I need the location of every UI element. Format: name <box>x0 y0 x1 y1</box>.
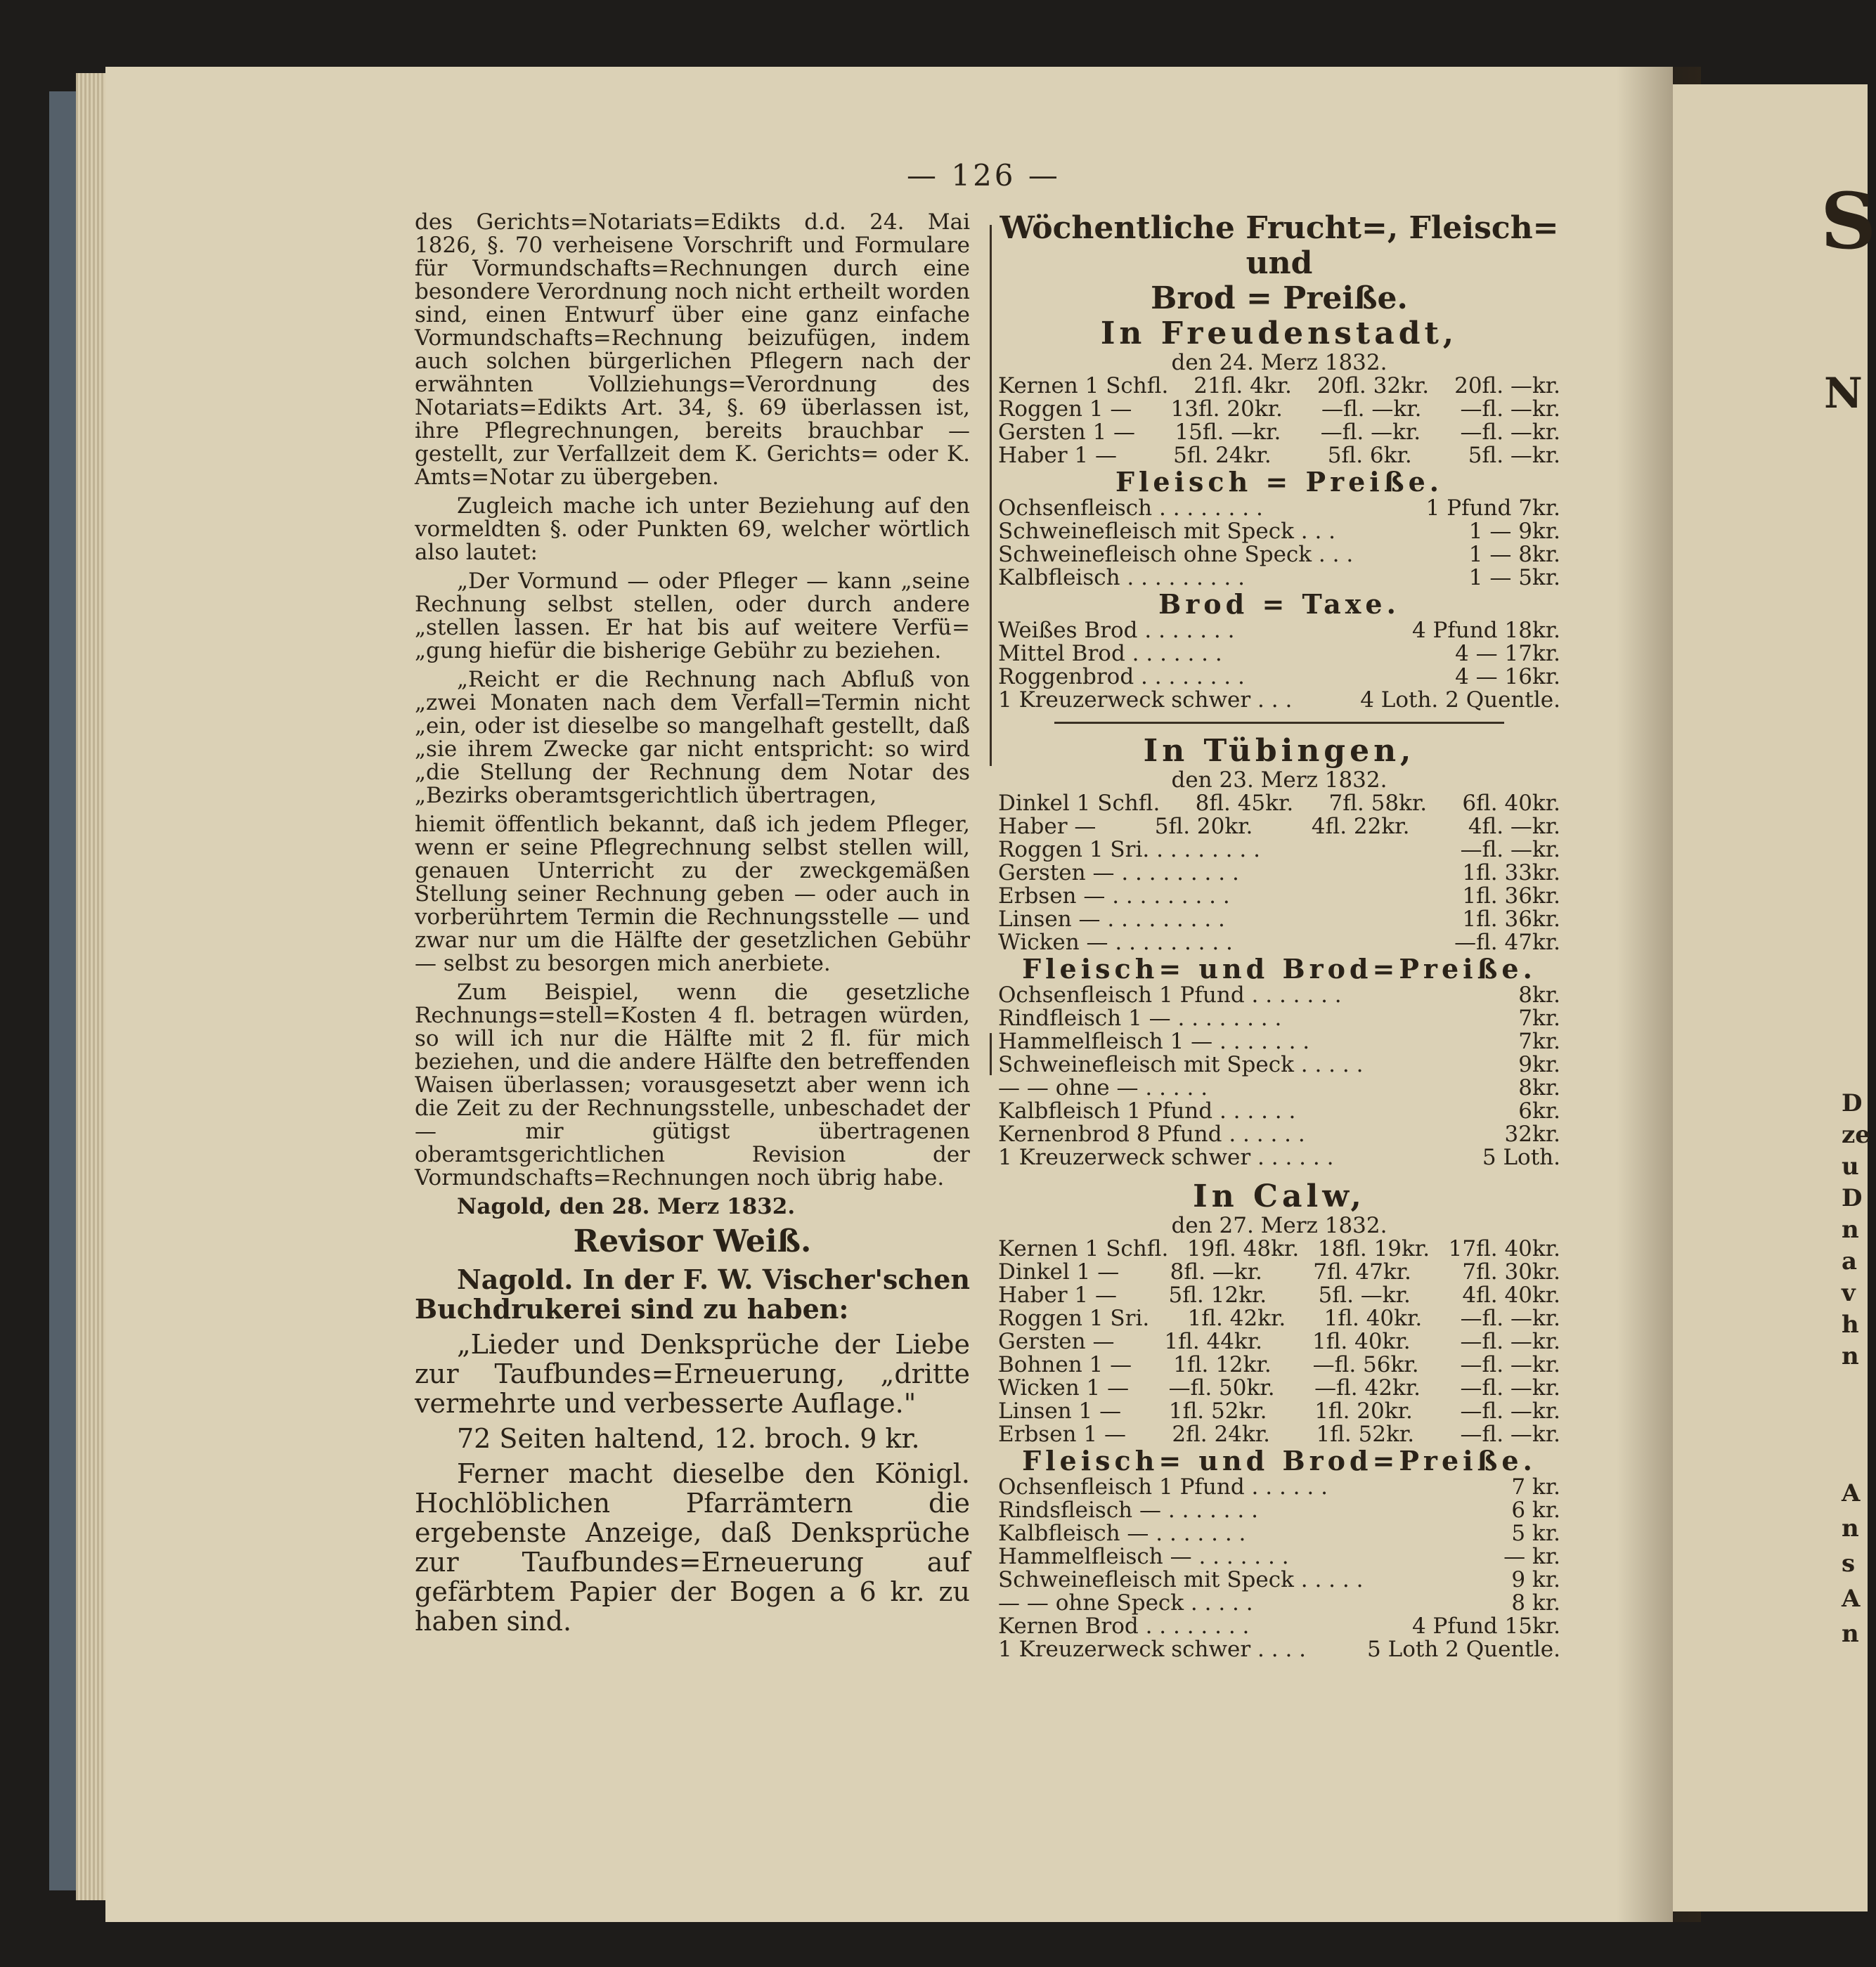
table-cell: 2fl. 24kr. <box>1172 1422 1271 1447</box>
table-cell: 1 Pfund 7kr. <box>1425 495 1560 521</box>
table-cell: 8fl. 45kr. <box>1195 791 1294 816</box>
table-row <box>998 908 1560 931</box>
table-row <box>998 1284 1560 1307</box>
table-cell: Mittel Brod . . . . . . . <box>998 641 1222 666</box>
table-row <box>998 1353 1560 1377</box>
table-cell: Schweinefleisch mit Speck . . . . . <box>998 1567 1364 1592</box>
table-cell: Roggen 1 Sri. . . . . . . . . <box>998 837 1260 862</box>
table-row <box>998 1377 1560 1400</box>
table-cell: 1fl. 52kr. <box>1316 1422 1415 1447</box>
table-cell: 19fl. 48kr. <box>1186 1236 1300 1261</box>
table-row <box>998 1545 1560 1569</box>
table-cell: 8kr. <box>1518 982 1560 1008</box>
table-row <box>998 421 1560 444</box>
table-row <box>998 1592 1560 1615</box>
facing-fragment: D <box>1842 1089 1863 1117</box>
table-cell: Gersten — <box>998 1329 1115 1354</box>
table-cell: 1fl. 52kr. <box>1168 1398 1267 1424</box>
table-cell: 8fl. —kr. <box>1170 1259 1262 1285</box>
table-cell: 1 — 5kr. <box>1468 565 1560 590</box>
table-row <box>998 1077 1560 1100</box>
table-cell: — — ohne — . . . . . <box>998 1075 1208 1101</box>
table-cell: 1fl. 12kr. <box>1173 1352 1272 1377</box>
table-cell: Hammelfleisch 1 — . . . . . . . <box>998 1029 1310 1054</box>
left-column <box>415 211 970 1642</box>
table-cell: Haber 1 — <box>998 1283 1117 1308</box>
table-cell: Linsen — . . . . . . . . . <box>998 907 1225 932</box>
table-cell: Dinkel 1 — <box>998 1259 1120 1285</box>
facing-fragment: n <box>1842 1342 1859 1370</box>
table-cell: —fl. —kr. <box>1460 396 1560 422</box>
table-row <box>998 1638 1560 1661</box>
table-cell: 1fl. 20kr. <box>1314 1398 1413 1424</box>
paragraph: Zugleich mache ich unter Beziehung auf den vormeldten §. oder Punkten 69, welcher wörtlich also lautet: <box>415 493 970 565</box>
facing-fragment: A <box>1842 1479 1861 1507</box>
price-title: Brod = Preiße. <box>1151 280 1408 316</box>
table-row <box>998 1615 1560 1638</box>
ad-price: 72 Seiten haltend, 12. broch. 9 kr. <box>457 1423 920 1454</box>
table-cell: —fl. —kr. <box>1460 837 1560 862</box>
facing-fragment: S <box>1820 176 1876 266</box>
table-row <box>998 1100 1560 1123</box>
table-cell: Schweinefleisch mit Speck . . . . . <box>998 1052 1364 1077</box>
table-cell: Linsen 1 — <box>998 1398 1122 1424</box>
facing-fragment: a <box>1842 1247 1858 1275</box>
table-cell: 7 kr. <box>1511 1474 1560 1500</box>
table-row <box>998 815 1560 838</box>
table-cell: 6fl. 40kr. <box>1462 791 1560 816</box>
table-cell: 21fl. 4kr. <box>1193 373 1292 398</box>
facing-fragment: u <box>1842 1153 1859 1181</box>
table-row <box>998 862 1560 885</box>
city-date: den 24. Merz 1832. <box>1171 350 1387 375</box>
table-cell: 4 — 17kr. <box>1455 641 1560 666</box>
facing-fragment: A <box>1842 1585 1861 1613</box>
table-cell: Hammelfleisch — . . . . . . . <box>998 1544 1289 1569</box>
table-cell: 1fl. 40kr. <box>1312 1329 1411 1354</box>
table-cell: 7fl. 58kr. <box>1328 791 1428 816</box>
place-date: Nagold, den 28. Merz 1832. <box>457 1194 796 1219</box>
paragraph: des Gerichts=Notariats=Edikts d.d. 24. Mai 1826, §. 70 verheisene Vorschrift und Formulare für Vormundschafts=Rechnungen durch eine besondere Verordnung noch nicht ertheilt worden sind, einen Entwurf über eine ganz einfache Vormundschafts=Rechnung beizufügen, indem auch solchen bürgerlichen Pflegern nach der erwähnten Vollziehungs=Verordnung des Notariats=Edikts Art. 34, §. 69 überlassen ist, ihre Pflegrechnungen, bereits brauchbar — gestellt, zur Verfallzeit dem K. Gerichts= oder K. Amts=Notar zu übergeben. <box>415 209 970 490</box>
table-row <box>998 398 1560 421</box>
table-row <box>998 931 1560 954</box>
section-heading: Fleisch = Preiße. <box>1115 466 1443 498</box>
ad-title: „Lieder und Denksprüche der Liebe zur Taufbundes=Erneuerung, „dritte vermehrte und verbesserte Auflage." <box>415 1329 970 1419</box>
table-cell: —fl. 42kr. <box>1314 1375 1421 1401</box>
table-cell: 1fl. 42kr. <box>1187 1306 1286 1331</box>
facing-fragment: ze <box>1842 1121 1870 1149</box>
table-cell: 6 kr. <box>1511 1498 1560 1523</box>
table-row <box>998 1030 1560 1053</box>
table-cell: 20fl. —kr. <box>1454 373 1560 398</box>
grain-table <box>998 792 1560 954</box>
table-row <box>998 984 1560 1007</box>
table-cell: Wicken — . . . . . . . . . <box>998 930 1233 955</box>
table-cell: 17fl. 40kr. <box>1448 1236 1560 1261</box>
table-cell: 9kr. <box>1518 1052 1560 1077</box>
table-cell: —fl. —kr. <box>1321 396 1422 422</box>
table-row <box>998 1330 1560 1353</box>
table-cell: Gersten — . . . . . . . . . <box>998 860 1239 885</box>
table-cell: 7kr. <box>1518 1029 1560 1054</box>
table-cell: 5 kr. <box>1511 1521 1560 1546</box>
table-row <box>998 1400 1560 1423</box>
column-divider <box>990 225 992 766</box>
column-divider <box>990 1033 992 1075</box>
price-title: Wöchentliche Frucht=, Fleisch= und <box>1000 210 1559 281</box>
city-heading: In Calw, <box>1193 1179 1366 1214</box>
table-cell: Rindsfleisch — . . . . . . . <box>998 1498 1258 1523</box>
table-cell: 5fl. —kr. <box>1318 1283 1411 1308</box>
table-cell: 1fl. 44kr. <box>1164 1329 1263 1354</box>
city-date: den 23. Merz 1832. <box>1171 767 1387 793</box>
table-cell: 5fl. 12kr. <box>1168 1283 1267 1308</box>
divider-rule <box>1054 722 1504 724</box>
table-cell: 4fl. —kr. <box>1468 814 1560 839</box>
meat-table <box>998 497 1560 590</box>
table-cell: Kalbfleisch — . . . . . . . <box>998 1521 1246 1546</box>
table-cell: 1 Kreuzerweck schwer . . . . <box>998 1637 1307 1662</box>
table-row <box>998 1476 1560 1499</box>
facing-fragment: v <box>1842 1279 1856 1307</box>
table-row <box>998 1007 1560 1030</box>
table-cell: 4 Pfund 15kr. <box>1411 1614 1560 1639</box>
facing-fragment: D <box>1842 1184 1863 1212</box>
paragraph: Zum Beispiel, wenn die gesetzliche Rechnungs=stell=Kosten 4 fl. betragen würden, so will ich nur die Hälfte mit 2 fl. für mich beziehen, und die andere Hälfte den betreffenden Waisen überlassen; vorausgesetzt aber wenn ich die Zeit zu der Rechnungsstelle, unbeschadet der — mir gütigst übertragenen oberamtsgerichtlichen Revision der Vormundschafts=Rechnungen noch übrig habe. <box>415 980 970 1190</box>
section-heading: Brod = Taxe. <box>1158 588 1400 620</box>
city-heading: In Tübingen, <box>1143 733 1416 769</box>
table-cell: Schweinefleisch ohne Speck . . . <box>998 542 1354 567</box>
table-cell: Kernen 1 Schfl. <box>998 1236 1169 1261</box>
table-row <box>998 792 1560 815</box>
quote-paragraph: „Reicht er die Rechnung nach Abfluß von „zwei Monaten nach dem Verfall=Termin nicht „ein, oder ist dieselbe so mangelhaft gestellt, daß „sie ihrem Zwecke gar nicht entspricht: so wird „die Stellung der Rechnung dem Notar des „Bezirks oberamtsgerichtlich übertragen, <box>415 667 970 808</box>
facing-fragment: s <box>1842 1550 1856 1578</box>
table-cell: 5fl. 6kr. <box>1327 443 1412 468</box>
facing-fragment: n <box>1842 1514 1859 1543</box>
section-heading: Fleisch= und Brod=Preiße. <box>1022 1445 1537 1476</box>
city-date: den 27. Merz 1832. <box>1171 1213 1387 1238</box>
table-cell: 15fl. —kr. <box>1175 420 1281 445</box>
table-cell: Kernen Brod . . . . . . . . <box>998 1614 1250 1639</box>
table-cell: 7fl. 47kr. <box>1313 1259 1411 1285</box>
table-cell: —fl. 50kr. <box>1168 1375 1275 1401</box>
table-cell: 4 Loth. 2 Quentle. <box>1360 687 1560 713</box>
ad-heading: Nagold. In der F. W. Vischer'schen Buchdrukerei sind zu haben: <box>415 1264 970 1325</box>
table-cell: Weißes Brod . . . . . . . <box>998 618 1235 643</box>
table-cell: —fl. 56kr. <box>1312 1352 1419 1377</box>
table-cell: Haber — <box>998 814 1097 839</box>
table-cell: 5 Loth 2 Quentle. <box>1367 1637 1560 1662</box>
table-cell: 6kr. <box>1518 1098 1560 1124</box>
meat-bread-table <box>998 984 1560 1169</box>
table-cell: 20fl. 32kr. <box>1317 373 1430 398</box>
table-row <box>998 497 1560 520</box>
table-cell: 1 — 9kr. <box>1468 519 1560 544</box>
table-row <box>998 1261 1560 1284</box>
table-cell: —fl. —kr. <box>1460 1352 1560 1377</box>
table-row <box>998 689 1560 712</box>
table-cell: 4 Pfund 18kr. <box>1411 618 1560 643</box>
table-cell: — — ohne Speck . . . . . <box>998 1590 1253 1616</box>
table-row <box>998 375 1560 398</box>
table-cell: 4fl. 22kr. <box>1311 814 1410 839</box>
table-cell: Kalbfleisch 1 Pfund . . . . . . <box>998 1098 1296 1124</box>
table-row <box>998 1146 1560 1169</box>
table-cell: Kernen 1 Schfl. <box>998 373 1169 398</box>
table-cell: 7fl. 30kr. <box>1462 1259 1560 1285</box>
table-cell: —fl. —kr. <box>1460 1422 1560 1447</box>
table-cell: 1fl. 33kr. <box>1462 860 1560 885</box>
city-heading: In Freudenstadt, <box>1100 316 1458 351</box>
table-cell: Roggenbrod . . . . . . . . <box>998 664 1245 689</box>
table-row <box>998 1569 1560 1592</box>
table-cell: Haber 1 — <box>998 443 1117 468</box>
table-cell: Rindfleisch 1 — . . . . . . . . <box>998 1006 1282 1031</box>
table-cell: Bohnen 1 — <box>998 1352 1132 1377</box>
table-cell: 5 Loth. <box>1482 1145 1560 1170</box>
table-row <box>998 642 1560 666</box>
table-cell: 1 — 8kr. <box>1468 542 1560 567</box>
table-cell: 18fl. 19kr. <box>1317 1236 1430 1261</box>
ad-more: Ferner macht dieselbe den Königl. Hochlöblichen Pfarrämtern die ergebenste Anzeige, daß Denksprüche zur Taufbundes=Erneuerung auf gefärbtem Papier der Bogen a 6 kr. zu haben sind. <box>415 1458 970 1637</box>
table-row <box>998 1123 1560 1146</box>
table-cell: — kr. <box>1503 1544 1560 1569</box>
table-row <box>998 885 1560 908</box>
table-cell: Erbsen — . . . . . . . . . <box>998 883 1230 909</box>
table-cell: 1 Kreuzerweck schwer . . . . . . <box>998 1145 1334 1170</box>
table-cell: 1fl. 36kr. <box>1462 907 1560 932</box>
section-heading: Fleisch= und Brod=Preiße. <box>1022 953 1537 985</box>
table-cell: 13fl. 20kr. <box>1170 396 1283 422</box>
table-cell: 9 kr. <box>1511 1567 1560 1592</box>
table-cell: Schweinefleisch mit Speck . . . <box>998 519 1336 544</box>
table-row <box>998 1423 1560 1446</box>
table-cell: Ochsenfleisch . . . . . . . . <box>998 495 1263 521</box>
facing-fragment: n <box>1842 1620 1859 1648</box>
table-cell: —fl. —kr. <box>1460 1329 1560 1354</box>
right-column <box>998 211 1560 1661</box>
table-cell: Gersten 1 — <box>998 420 1136 445</box>
grain-table <box>998 375 1560 467</box>
facing-page <box>1673 84 1876 1911</box>
table-cell: 5fl. 24kr. <box>1173 443 1272 468</box>
table-row <box>998 520 1560 543</box>
table-row <box>998 1053 1560 1077</box>
table-cell: 4fl. 40kr. <box>1462 1283 1560 1308</box>
table-cell: 8 kr. <box>1511 1590 1560 1616</box>
paragraph: hiemit öffentlich bekannt, daß ich jedem Pfleger, wenn er seine Pflegrechnung selbst stellen will, genauen Unterricht zu der zweckgemäßen Stellung seiner Rechnung geben — oder auch in vorberührtem Termin die Rechnungsstelle — und zwar nur um die Hälfte der gesetzlichen Gebühr — selbst zu besorgen mich anerbiete. <box>415 812 970 976</box>
table-cell: 1 Kreuzerweck schwer . . . <box>998 687 1293 713</box>
table-cell: 32kr. <box>1504 1122 1560 1147</box>
table-row <box>998 838 1560 862</box>
signature: Revisor Weiß. <box>573 1223 812 1259</box>
table-row <box>998 566 1560 590</box>
table-cell: —fl. 47kr. <box>1454 930 1560 955</box>
table-cell: Ochsenfleisch 1 Pfund . . . . . . . <box>998 982 1342 1008</box>
table-cell: —fl. —kr. <box>1460 1398 1560 1424</box>
table-cell: Wicken 1 — <box>998 1375 1130 1401</box>
table-cell: Kernenbrod 8 Pfund . . . . . . <box>998 1122 1305 1147</box>
table-cell: 8kr. <box>1518 1075 1560 1101</box>
table-cell: Roggen 1 — <box>998 396 1132 422</box>
quote-paragraph: „Der Vormund — oder Pfleger — kann „seine Rechnung selbst stellen, oder durch andere „stellen lassen. Er hat bis auf weitere Verfü= „gung hiefür die bisherige Gebühr zu beziehen. <box>415 569 970 663</box>
table-row <box>998 1522 1560 1545</box>
table-cell: 5fl. 20kr. <box>1154 814 1253 839</box>
table-row <box>998 1307 1560 1330</box>
table-cell: 1fl. 36kr. <box>1462 883 1560 909</box>
table-cell: Kalbfleisch . . . . . . . . . <box>998 565 1245 590</box>
table-cell: —fl. —kr. <box>1320 420 1421 445</box>
table-cell: 1fl. 40kr. <box>1324 1306 1423 1331</box>
table-cell: Dinkel 1 Schfl. <box>998 791 1160 816</box>
table-row <box>998 619 1560 642</box>
table-cell: —fl. —kr. <box>1460 1375 1560 1401</box>
table-row <box>998 1499 1560 1522</box>
table-row <box>998 1238 1560 1261</box>
table-row <box>998 444 1560 467</box>
facing-fragment: h <box>1842 1311 1859 1339</box>
facing-fragment: N <box>1824 369 1863 418</box>
book-spine <box>49 91 77 1890</box>
bread-table <box>998 619 1560 712</box>
table-cell: Ochsenfleisch 1 Pfund . . . . . . <box>998 1474 1328 1500</box>
table-row <box>998 543 1560 566</box>
table-cell: 7kr. <box>1518 1006 1560 1031</box>
table-cell: 5fl. —kr. <box>1468 443 1560 468</box>
facing-fragment: n <box>1842 1216 1859 1244</box>
table-cell: —fl. —kr. <box>1460 1306 1560 1331</box>
table-cell: Erbsen 1 — <box>998 1422 1126 1447</box>
table-cell: 4 — 16kr. <box>1455 664 1560 689</box>
page-number: — 126 — <box>907 158 1061 193</box>
page-edges <box>76 73 110 1900</box>
grain-table <box>998 1238 1560 1446</box>
table-cell: —fl. —kr. <box>1460 420 1560 445</box>
table-cell: Roggen 1 Sri. <box>998 1306 1150 1331</box>
table-row <box>998 666 1560 689</box>
meat-bread-table <box>998 1476 1560 1661</box>
